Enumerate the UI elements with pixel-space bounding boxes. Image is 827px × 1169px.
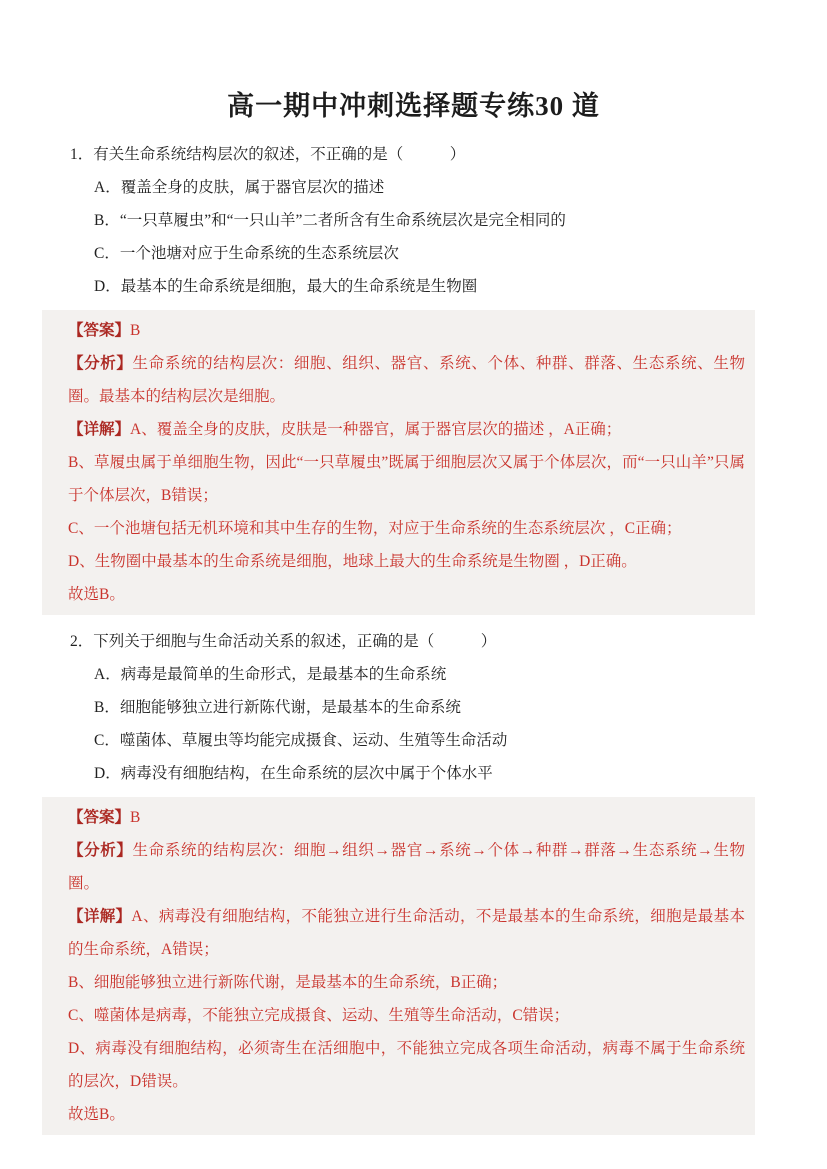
question-2-option-c: C．噬菌体、草履虫等均能完成摄食、运动、生殖等生命活动 bbox=[94, 732, 508, 749]
document-title: 高一期中冲刺选择题专练30 道 bbox=[227, 91, 600, 121]
analysis-label: 【分析】 bbox=[68, 842, 133, 859]
question-2-option-a: A．病毒是最简单的生命形式，是最基本的生命系统 bbox=[94, 666, 447, 683]
question-1-option-c: C．一个池塘对应于生命系统的生态系统层次 bbox=[94, 245, 399, 262]
question-1-options bbox=[42, 171, 755, 303]
question-1-option-a: A．覆盖全身的皮肤，属于器官层次的描述 bbox=[94, 179, 385, 196]
answer-label: 【答案】 bbox=[68, 809, 131, 826]
analysis-text: 生命系统的结构层次：细胞、组织、器官、系统、个体、种群、群落、生态系统、生物圈。最基本的结构层次是细胞。 bbox=[68, 355, 745, 405]
question-1-answer-block bbox=[42, 310, 755, 615]
question-1-answer-line bbox=[68, 314, 745, 347]
detail-label: 【详解】 bbox=[68, 421, 131, 438]
question-2-answer-block bbox=[42, 797, 755, 1135]
answer-value: B bbox=[130, 322, 141, 339]
answer-value: B bbox=[130, 809, 141, 826]
question-1-option-b: B．“一只草履虫”和“一只山羊”二者所含有生命系统层次是完全相同的 bbox=[94, 212, 566, 229]
question-1-conclusion: 故选B。 bbox=[68, 586, 125, 603]
question-1-stem: 1．有关生命系统结构层次的叙述，不正确的是（ ） bbox=[70, 146, 466, 163]
question-1-detail-line-b: B、草履虫属于单细胞生物，因此“一只草履虫”既属于细胞层次又属于个体层次，而“一只山羊”只属于个体层次，B错误； bbox=[68, 454, 745, 504]
question-2-detail-line-d: D、病毒没有细胞结构，必须寄生在活细胞中，不能独立完成各项生命活动，病毒不属于生命系统的层次，D错误。 bbox=[68, 1040, 745, 1090]
question-1-option-d: D．最基本的生命系统是细胞，最大的生命系统是生物圈 bbox=[94, 278, 478, 295]
detail-label: 【详解】 bbox=[68, 908, 132, 925]
question-1-detail-line-c: C、一个池塘包括无机环境和其中生存的生物，对应于生命系统的生态系统层次 ，C正确； bbox=[68, 520, 682, 537]
analysis-label: 【分析】 bbox=[68, 355, 133, 372]
question-1-analysis-line bbox=[68, 347, 745, 413]
question-2-conclusion: 故选B。 bbox=[68, 1106, 125, 1123]
question-1-detail-line-a bbox=[68, 413, 745, 446]
question-1-detail-line-d: D、生物圈中最基本的生命系统是细胞，地球上最大的生命系统是生物圈 ，D正确。 bbox=[68, 553, 637, 570]
detail-text-a: A、病毒没有细胞结构，不能独立进行生命活动，不是最基本的生命系统，细胞是最基本的生命系统，A错误； bbox=[68, 908, 745, 958]
question-2-detail-line-b: B、细胞能够独立进行新陈代谢，是最基本的生命系统，B正确； bbox=[68, 974, 508, 991]
question-2-answer-line bbox=[68, 801, 745, 834]
document-content bbox=[42, 138, 755, 1135]
question-2-analysis-line bbox=[68, 834, 745, 900]
question-2-detail-line-a bbox=[68, 900, 745, 966]
question-2-option-b: B．细胞能够独立进行新陈代谢，是最基本的生命系统 bbox=[94, 699, 461, 716]
question-2-options bbox=[42, 658, 755, 790]
question-2-detail-line-c: C、噬菌体是病毒，不能独立完成摄食、运动、生殖等生命活动，C错误； bbox=[68, 1007, 570, 1024]
analysis-text: 生命系统的结构层次：细胞→组织→器官→系统→个体→种群→群落→生态系统→生物圈。 bbox=[68, 842, 745, 892]
answer-label: 【答案】 bbox=[68, 322, 131, 339]
question-2-stem: 2．下列关于细胞与生命活动关系的叙述，正确的是（ ） bbox=[70, 633, 497, 650]
detail-text-a: A、覆盖全身的皮肤，皮肤是一种器官，属于器官层次的描述 ，A正确； bbox=[130, 421, 622, 438]
question-2-option-d: D．病毒没有细胞结构，在生命系统的层次中属于个体水平 bbox=[94, 765, 493, 782]
